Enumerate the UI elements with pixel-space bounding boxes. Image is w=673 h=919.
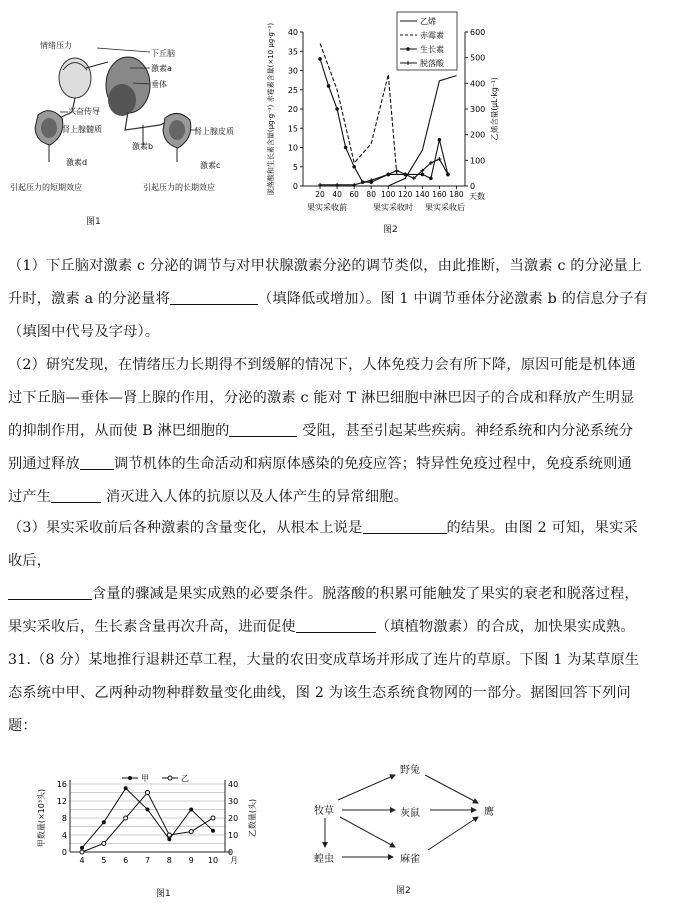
label-adrenal-medulla: 肾上腺髓质 <box>62 125 102 134</box>
question-part-1 <box>8 250 666 349</box>
answer-blank-5[interactable] <box>363 519 447 534</box>
y-tick-label-left: 20 <box>287 105 298 114</box>
p1-line3: （填图中代号及字母）。 <box>8 324 160 340</box>
p2-line3 <box>8 415 666 448</box>
legend-marker <box>128 776 132 780</box>
p2-text-c: 别通过释放 <box>8 456 80 472</box>
y-tick-label-right: 40 <box>228 780 239 789</box>
answer-blank-4[interactable] <box>51 488 101 503</box>
y-tick-label-left: 10 <box>287 143 298 153</box>
y-tick-label-left: 0 <box>292 182 298 191</box>
hpa-axis-diagram <box>0 0 250 235</box>
label-hormone-a: 激素a <box>151 64 172 73</box>
p1-text-b: （填降低或增加）。图 1 中调节垂体分泌激素 b 的信息分子有 <box>257 291 648 307</box>
series-point <box>318 57 322 61</box>
x-tick-label: 180 <box>449 190 464 199</box>
label-hormone-d: 激素d <box>66 158 88 167</box>
x-tick-label: 140 <box>415 190 430 199</box>
bottom-figure-1 <box>30 770 280 915</box>
y-tick-label-left: 25 <box>287 85 298 95</box>
legend-marker <box>406 47 410 51</box>
food-web-figure <box>300 755 540 905</box>
node-rabbit: 野兔 <box>400 765 420 776</box>
legend-label: 乙 <box>181 774 189 783</box>
p3-text-e: （填植物激素）的合成，加快果实成熟。 <box>375 619 635 635</box>
x-tick-label: 4 <box>79 856 85 865</box>
p1-line1: （1）下丘脑对激素 c 分泌的调节与对甲状腺激素分泌的调节类似，由此推断，当激素 c 的分泌量上 <box>8 258 643 274</box>
x-tick-label: 20 <box>315 190 325 199</box>
node-locust: 蝗虫 <box>314 854 334 865</box>
series-point <box>438 138 442 142</box>
series-point <box>146 791 150 795</box>
legend-label: 赤霉素 <box>420 31 444 40</box>
series-point <box>124 786 128 790</box>
x-tick-label: 8 <box>166 856 172 865</box>
y-tick-label-right: 200 <box>470 130 486 140</box>
legend-label: 脱落酸 <box>420 59 444 68</box>
y-axis-left-label: 甲数量(×10³头) <box>37 788 46 848</box>
p2-text-b: 受阻，甚至引起某些疾病。神经系统和内分泌系统分 <box>297 423 634 439</box>
p3-text-b: 的结果。由图 2 可知，果实采 <box>446 520 638 536</box>
y-tick-label-left: 5 <box>292 162 298 172</box>
answer-blank-6[interactable] <box>8 585 92 600</box>
y-tick-label-right: 10 <box>228 831 239 840</box>
y-tick-label-right: 0 <box>228 848 234 857</box>
x-phase-label: 果实采收时 <box>373 203 413 212</box>
series-point <box>80 850 84 854</box>
label-excitation: 兴奋传导 <box>68 107 100 116</box>
answer-blank-3[interactable] <box>80 455 114 470</box>
label-long-term-effect: 引起压力的长期效应 <box>143 183 215 192</box>
series-point <box>395 169 399 173</box>
x-tick-label: 6 <box>123 856 129 865</box>
p2-line5 <box>8 481 666 514</box>
y-tick-label-left: 40 <box>287 28 298 37</box>
series-point <box>124 816 128 820</box>
series-line-3 <box>320 76 456 186</box>
x-axis-unit: 天数 <box>469 192 485 201</box>
series-point <box>189 830 193 834</box>
hormone-chart <box>255 10 515 235</box>
x-tick-label: 40 <box>332 190 342 199</box>
node-hawk: 鹰 <box>484 807 494 818</box>
q31-line2: 态系统中甲、乙两种动物种群数量变化曲线，图 2 为该生态系统食物网的一部分。据图回答下列问 <box>8 685 631 701</box>
y-tick-label-left: 15 <box>287 124 298 134</box>
series-point <box>421 173 425 177</box>
series-point <box>437 157 441 161</box>
x-tick-label: 100 <box>381 190 396 199</box>
series-line-1 <box>320 59 448 182</box>
x-phase-label: 果实采收前 <box>307 203 347 212</box>
answer-blank-7[interactable] <box>296 618 376 633</box>
y-tick-label-left: 0 <box>61 848 67 857</box>
question-part-3 <box>8 512 666 644</box>
arrow-grass-sparrow <box>340 817 395 847</box>
q31-line1: 31.（8 分）某地推行退耕还草工程，大量的农田变成草场并形成了连片的草原。下图 1 为某草原生 <box>8 652 640 668</box>
x-tick-label: 9 <box>188 856 194 865</box>
label-adrenal-cortex: 肾上腺皮质 <box>194 127 234 136</box>
caption-fig1-bottom: 图1 <box>156 889 171 899</box>
label-hormone-c: 激素c <box>200 161 221 170</box>
y-tick-label-right: 20 <box>228 814 239 823</box>
label-hypothalamus: 下丘脑 <box>151 49 175 58</box>
label-short-term-effect: 引起压力的短期效应 <box>10 183 82 192</box>
p3-line3 <box>8 578 666 611</box>
y-tick-label-left: 35 <box>287 47 298 57</box>
label-hormone-b: 激素b <box>132 142 154 151</box>
y-tick-label-left: 4 <box>61 831 67 840</box>
answer-blank-2[interactable] <box>229 422 297 437</box>
p2-text-e: 过产生 <box>8 489 52 505</box>
p2-line4 <box>8 448 666 481</box>
p3-line1 <box>8 512 666 545</box>
legend-marker <box>168 776 172 780</box>
y-tick-label-left: 12 <box>56 797 67 806</box>
population-chart <box>30 770 280 900</box>
arrow-grass-rabbit <box>338 775 395 800</box>
y-tick-label-right: 400 <box>470 79 486 89</box>
legend-label: 生长素 <box>420 45 444 54</box>
series-point <box>80 846 84 850</box>
p2-text-f: 消灭进入人体的抗原以及人体产生的异常细胞。 <box>101 489 409 505</box>
y-tick-label-right: 600 <box>470 28 486 37</box>
p3-text-d: 果实采收后，生长素含量再次升高，进而促使 <box>8 619 296 635</box>
y-tick-label-left: 30 <box>287 66 298 76</box>
arrow-sparrow-hawk <box>428 817 478 850</box>
question-part-2 <box>8 349 666 514</box>
x-tick-label: 10 <box>207 856 219 865</box>
x-tick-label: 60 <box>349 190 359 199</box>
top-figure-2 <box>255 10 515 235</box>
q31-line3: 题： <box>8 718 37 734</box>
series-point <box>167 833 171 837</box>
label-pituitary: 垂体 <box>151 80 167 89</box>
series-point <box>344 146 348 150</box>
p2-line2: 过下丘脑—垂体—肾上腺的作用，分泌的激素 c 能对 T 淋巴细胞中淋巴因子的合成和释放产生明显 <box>8 390 635 406</box>
series-point <box>211 829 215 833</box>
y-axis-left-label: 脱落酸和生长素含量(μg·g⁻¹) 赤霉素含量(×10 μg·g⁻¹) <box>267 22 275 196</box>
food-web-diagram <box>300 755 540 905</box>
series-line-0 <box>320 44 397 175</box>
p3-text-c: 含量的骤减是果实成熟的必要条件。脱落酸的积累可能触发了果实的衰老和脱落过程， <box>92 586 639 602</box>
arrow-rabbit-hawk <box>425 775 478 803</box>
series-point <box>211 816 215 820</box>
caption-fig1-top: 图1 <box>86 217 101 227</box>
x-tick-label: 120 <box>398 190 413 199</box>
p3-line4 <box>8 611 666 644</box>
y-tick-label-right: 500 <box>470 53 486 63</box>
series-point <box>429 177 433 181</box>
x-tick-label: 7 <box>144 856 151 865</box>
p2-text-a: 的抑制作用，从而使 B 淋巴细胞的 <box>8 423 230 439</box>
y-axis-right-label: 乙数量(头) <box>248 798 257 838</box>
p1-line2 <box>8 283 666 316</box>
y-tick-label-right: 0 <box>470 182 476 191</box>
node-rat: 灰鼠 <box>400 808 420 819</box>
series-point <box>102 842 106 846</box>
y-tick-label-left: 8 <box>61 814 67 823</box>
x-axis-unit: 月 <box>230 856 238 865</box>
legend-label: 乙烯 <box>420 17 436 26</box>
node-sparrow: 麻雀 <box>400 854 420 865</box>
x-tick-label: 160 <box>432 190 447 199</box>
y-axis-right-label: 乙烯含量(μL·kg⁻¹) <box>490 77 499 141</box>
p2-text-d: 调节机体的生命活动和病原体感染的免疫应答；特异性免疫过程中，免疫系统则通 <box>113 456 632 472</box>
series-point <box>386 172 390 176</box>
x-tick-label: 5 <box>101 856 107 865</box>
p1-text-a: 升时，激素 a 的分泌量将 <box>8 291 170 307</box>
series-point <box>102 820 106 824</box>
label-emotional-pressure: 情绪压力 <box>40 41 72 50</box>
top-figure-1 <box>0 0 250 235</box>
p2-line1: （2）研究发现，在情绪压力长期得不到缓解的情况下，人体免疫力会有所下降，原因可能是机体通 <box>8 357 636 373</box>
p3-text-a: （3）果实采收前后各种激素的含量变化，从根本上说是 <box>8 520 363 536</box>
node-grass: 牧草 <box>314 806 334 817</box>
series-point <box>327 84 331 88</box>
x-phase-label: 果实采收后 <box>425 203 465 212</box>
series-point <box>352 165 356 169</box>
caption-fig2-top: 图2 <box>383 225 398 235</box>
y-tick-label-right: 300 <box>470 105 486 114</box>
answer-blank-1[interactable] <box>170 290 258 305</box>
y-tick-label-right: 30 <box>228 797 239 806</box>
series-point <box>146 808 150 812</box>
series-point <box>167 837 171 841</box>
y-tick-label-right: 100 <box>470 156 486 166</box>
caption-fig2-bottom: 图2 <box>396 886 411 896</box>
series-point <box>335 107 339 111</box>
y-tick-label-left: 16 <box>56 780 67 789</box>
x-tick-label: 80 <box>366 190 376 199</box>
p3-line2: 收后， <box>8 553 52 569</box>
series-point <box>189 808 193 812</box>
legend-label: 甲 <box>141 774 149 783</box>
question-31 <box>8 644 666 743</box>
series-line-2 <box>320 159 448 185</box>
